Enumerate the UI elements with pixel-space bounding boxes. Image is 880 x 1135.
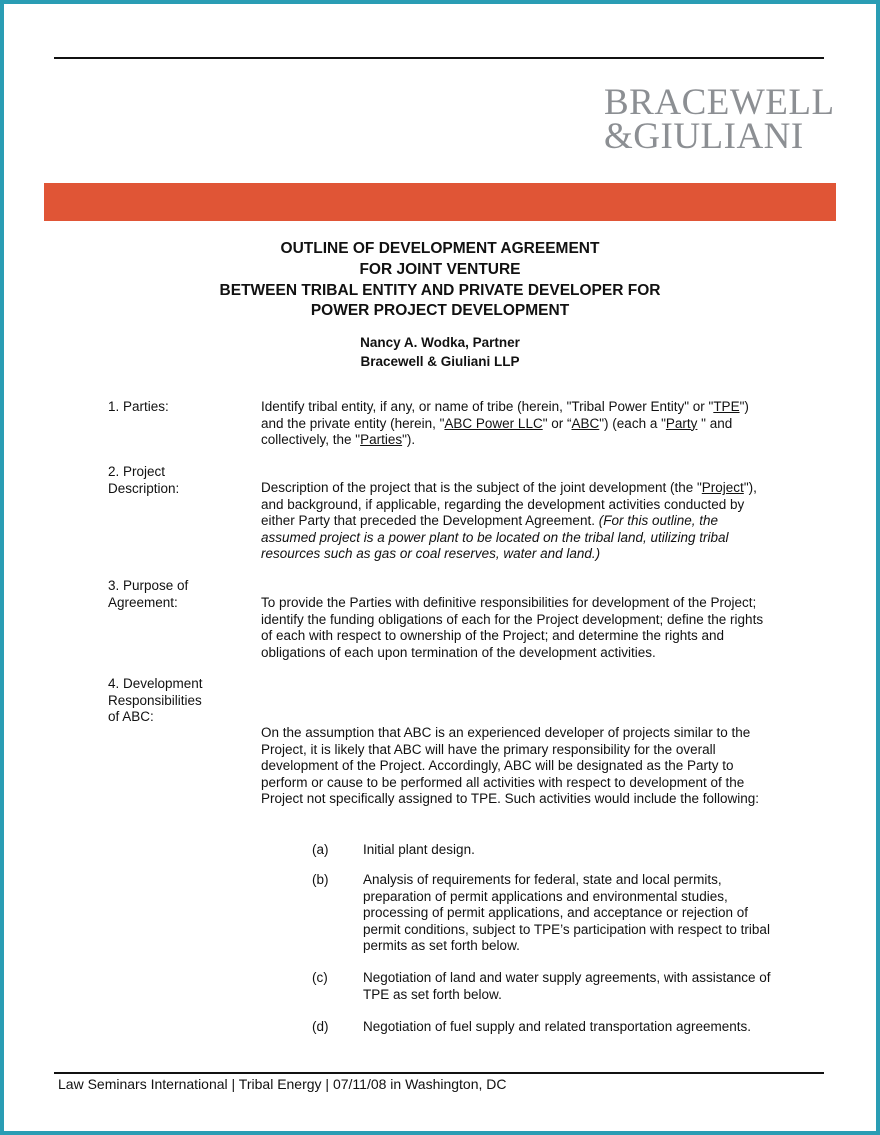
author-name: Nancy A. Wodka, Partner [360, 335, 520, 350]
item-b-letter: (b) [312, 872, 329, 887]
document-title-line-1: OUTLINE OF DEVELOPMENT AGREEMENT [280, 240, 600, 257]
bottom-rule [54, 1072, 824, 1074]
top-rule [54, 57, 824, 59]
text-run: Description of the project that is the subject of the joint development (the " [261, 480, 702, 495]
footer-text: Law Seminars International | Tribal Energy | 07/11/08 in Washington, DC [58, 1076, 507, 1092]
italic-note: (For this outline, the assumed project is a power plant to be located on the tribal land, utilizing tribal resources such as gas or coal reserves, water and land.) [261, 513, 729, 561]
text-run: "), and background, if applicable, regarding the development activities conducted by either Party that preceded the Development Agreement. [261, 480, 757, 528]
section-1-label: 1. Parties: [108, 399, 169, 414]
logo-line-2: &GIULIANI [604, 116, 804, 157]
text-run: ") (each a " [599, 415, 666, 431]
logo-line-1: BRACEWELL [604, 82, 835, 123]
header-color-band [44, 183, 836, 221]
text-run: " and collectively, the " [261, 415, 733, 447]
text-run: " or “ [542, 415, 572, 431]
section-3-label: 3. Purpose of Agreement: [108, 578, 189, 610]
section-1-text [261, 399, 773, 449]
section-4-text: On the assumption that ABC is an experienced developer of projects similar to the Project, it is likely that ABC will have the primary responsibility for the overall development of the Project. Accordingly, ABC will be designated as the Party to perform or cause to be performed all activities with respect to development of the Project not specifically assigned to TPE. Such activities would include the following: [261, 725, 760, 806]
document-title-line-3: BETWEEN TRIBAL ENTITY AND PRIVATE DEVELOPER FOR [219, 282, 661, 299]
text-run: Identify tribal entity, if any, or name of tribe (herein, "Tribal Power Entity" or " [261, 399, 714, 414]
item-c-text: Negotiation of land and water supply agreements, with assistance of TPE as set forth below. [363, 970, 771, 1002]
section-2-text [261, 480, 773, 563]
author-firm: Bracewell & Giuliani LLP [360, 354, 520, 369]
text-run: ") and the private entity (herein, " [261, 399, 749, 431]
section-2-label: 2. Project Description: [108, 464, 180, 496]
item-b-text: Analysis of requirements for federal, state and local permits, preparation of permit applications and environmental studies, processing of permit applications, and acceptance or rejection of permit conditions, subject to TPE’s participation with respect to tribal permits as set forth below. [363, 872, 770, 953]
defined-term-abc-power: ABC Power LLC [444, 415, 543, 431]
defined-term-tpe: TPE [713, 399, 740, 414]
section-3-text: To provide the Parties with definitive responsibilities for development of the Project; identify the funding obligations of each for the Project development; define the rights of each with respect to ownership of the Project; and determine the rights and obligations of each upon termination of the development activities. [261, 595, 764, 660]
firm-logo [604, 82, 835, 157]
item-a-letter: (a) [312, 842, 329, 857]
item-c-letter: (c) [312, 970, 328, 985]
item-d-text: Negotiation of fuel supply and related transportation agreements. [363, 1019, 751, 1034]
defined-term-project: Project [701, 480, 744, 495]
document-title-line-2: FOR JOINT VENTURE [359, 261, 521, 278]
defined-term-party: Party [665, 415, 698, 431]
document-title-line-4: POWER PROJECT DEVELOPMENT [310, 302, 570, 319]
section-4-label: 4. Development Responsibilities of ABC: [108, 676, 203, 724]
defined-term-parties: Parties [360, 432, 403, 447]
text-run: "). [402, 432, 416, 447]
item-d-letter: (d) [312, 1019, 329, 1034]
defined-term-abc: ABC [571, 415, 600, 431]
item-a-text: Initial plant design. [363, 842, 475, 857]
